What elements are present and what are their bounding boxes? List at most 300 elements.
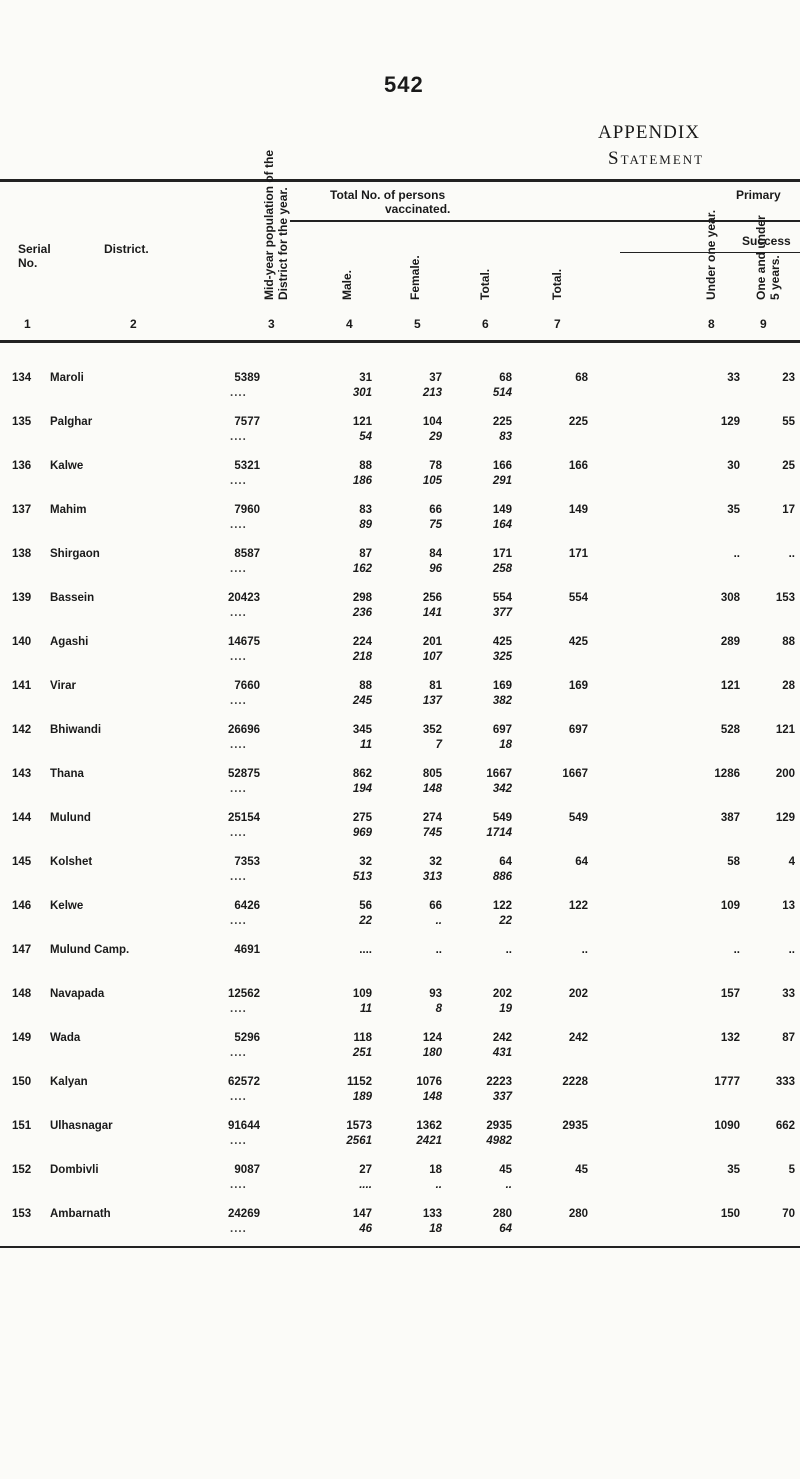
cell-pop: 4691 [234,944,260,956]
cell-district: Bhiwandi [50,724,102,736]
cell-ptotal: 64 [575,856,588,868]
cell-ptotal: 149 [568,504,588,516]
cell-district: Bassein [50,592,95,604]
cell-male: 27 [359,1164,372,1176]
header-male: Male. [340,269,354,300]
header-midyear-2: District for the year. [276,187,290,300]
table-row [0,1032,800,1076]
cell-female: 84 [429,548,442,560]
cell-one5: 55 [782,416,795,428]
cell-district: Kalwe [50,460,84,472]
cell-one5: .. [788,548,795,560]
cell-male2: 218 [352,651,372,663]
cell-serial: 146 [12,900,32,912]
cell-serial: 151 [12,1120,32,1132]
cell-serial: 140 [12,636,32,648]
cell-male2: 245 [352,695,372,707]
cell-ptotal: 280 [568,1208,588,1220]
cell-pop: 7660 [234,680,260,692]
cell-total2: 64 [499,1223,512,1235]
cell-serial: 135 [12,416,32,428]
cell-ptotal: 549 [568,812,588,824]
cell-female: 104 [422,416,442,428]
cell-pop2: .... [230,827,247,839]
cell-female2: 148 [422,1091,442,1103]
cell-male2: 54 [359,431,372,443]
cell-pop2: .... [230,1179,247,1191]
cell-total: 149 [492,504,512,516]
header-primary-total: Total. [550,268,564,300]
cell-district: Kelwe [50,900,84,912]
cell-female: 66 [429,900,442,912]
cell-district: Shirgaon [50,548,100,560]
cell-serial: 136 [12,460,32,472]
cell-district: Thana [50,768,84,780]
col-num-8: 8 [708,317,715,331]
col-num-2: 2 [130,317,137,331]
cell-pop: 9087 [234,1164,260,1176]
header-total-vaccinated-2: vaccinated. [385,202,451,216]
cell-total: .. [505,944,512,956]
cell-female: 124 [422,1032,442,1044]
cell-total: 169 [492,680,512,692]
cell-female: 352 [422,724,442,736]
col-num-4: 4 [346,317,353,331]
cell-pop2: .... [230,563,247,575]
cell-male2: 22 [359,915,372,927]
cell-district: Virar [50,680,77,692]
header-female: Female. [408,255,422,300]
table-row [0,372,800,416]
cell-one5: 25 [782,460,795,472]
cell-pop2: .... [230,1223,247,1235]
table-row [0,724,800,768]
cell-district: Agashi [50,636,89,648]
cell-female: 256 [422,592,442,604]
cell-pop2: .... [230,475,247,487]
cell-district: Maroli [50,372,84,384]
header-one-under-five: One and under [754,215,768,300]
cell-female2: 75 [429,519,442,531]
cell-one5: 4 [788,856,795,868]
cell-one5: 13 [782,900,795,912]
cell-total: 225 [492,416,512,428]
cell-one5: 28 [782,680,795,692]
cell-ptotal: 554 [568,592,588,604]
cell-total: 202 [492,988,512,1000]
cell-total: 166 [492,460,512,472]
cell-serial: 139 [12,592,32,604]
cell-female2: 141 [422,607,442,619]
cell-total2: 377 [492,607,512,619]
cell-female: 81 [429,680,442,692]
cell-serial: 149 [12,1032,32,1044]
cell-serial: 145 [12,856,32,868]
cell-male: 1152 [347,1076,372,1088]
table-row [0,856,800,900]
cell-pop2: .... [230,519,247,531]
cell-female: 274 [422,812,442,824]
cell-male2: 301 [352,387,372,399]
cell-female2: 148 [422,783,442,795]
cell-pop2: .... [230,739,247,751]
cell-one5: 662 [775,1120,795,1132]
cell-ptotal: 2228 [562,1076,588,1088]
cell-serial: 137 [12,504,32,516]
header-serial: Serial [18,242,51,256]
cell-male2: 46 [359,1223,372,1235]
cell-under1: 387 [720,812,740,824]
cell-male2: 969 [352,827,372,839]
table-row [0,636,800,680]
cell-male: 87 [359,548,372,560]
cell-under1: 157 [720,988,740,1000]
cell-male: 121 [352,416,372,428]
table-row [0,1164,800,1208]
cell-total: 45 [499,1164,512,1176]
cell-male: .... [359,944,372,956]
cell-district: Navapada [50,988,105,1000]
cell-under1: 1777 [714,1076,740,1088]
cell-ptotal: 1667 [562,768,588,780]
cell-male: 88 [359,680,372,692]
cell-female2: 180 [422,1047,442,1059]
cell-total: 242 [492,1032,512,1044]
cell-female: 805 [422,768,442,780]
cell-male2: 162 [352,563,372,575]
cell-under1: 129 [720,416,740,428]
cell-male2: 194 [352,783,372,795]
col-num-1: 1 [24,317,31,331]
cell-serial: 143 [12,768,32,780]
cell-female2: 2421 [416,1135,442,1147]
cell-pop: 7577 [234,416,260,428]
cell-total: 1667 [486,768,512,780]
cell-pop: 7960 [234,504,260,516]
cell-under1: 58 [727,856,740,868]
cell-serial: 152 [12,1164,32,1176]
cell-total2: 337 [492,1091,512,1103]
cell-pop2: .... [230,387,247,399]
cell-pop: 6426 [234,900,260,912]
cell-ptotal: 166 [568,460,588,472]
cell-pop: 8587 [234,548,260,560]
cell-female2: 107 [422,651,442,663]
cell-total2: 18 [499,739,512,751]
cell-male: 31 [359,372,372,384]
cell-serial: 150 [12,1076,32,1088]
cell-one5: .. [788,944,795,956]
cell-female2: 18 [429,1223,442,1235]
cell-total: 171 [492,548,512,560]
cell-female: 1076 [416,1076,442,1088]
cell-serial: 134 [12,372,32,384]
header-under-one: Under one year. [704,209,718,300]
cell-male: 224 [352,636,372,648]
table-row [0,768,800,812]
cell-district: Mahim [50,504,87,516]
cell-male: 298 [352,592,372,604]
cell-district: Wada [50,1032,81,1044]
cell-pop: 20423 [228,592,260,604]
cell-ptotal: 697 [568,724,588,736]
cell-female2: 313 [422,871,442,883]
header-total: Total. [478,268,492,300]
cell-pop2: .... [230,1091,247,1103]
cell-district: Palghar [50,416,93,428]
cell-male: 88 [359,460,372,472]
cell-total: 554 [492,592,512,604]
cell-pop2: .... [230,607,247,619]
cell-pop: 25154 [228,812,260,824]
cell-total2: 514 [492,387,512,399]
appendix-title: APPENDIX [598,122,700,143]
cell-male: 862 [352,768,372,780]
cell-under1: 1090 [714,1120,740,1132]
cell-female2: 96 [429,563,442,575]
cell-pop2: .... [230,651,247,663]
cell-under1: 35 [727,504,740,516]
cell-district: Dombivli [50,1164,99,1176]
cell-under1: 30 [727,460,740,472]
cell-ptotal: 225 [568,416,588,428]
table-row [0,504,800,548]
cell-pop: 12562 [228,988,260,1000]
cell-ptotal: 2935 [562,1120,588,1132]
table-row [0,416,800,460]
cell-ptotal: 202 [568,988,588,1000]
cell-under1: 1286 [714,768,740,780]
header-one-under-five-2: 5 years. [768,255,782,300]
cell-total2: 164 [492,519,512,531]
cell-female: 133 [422,1208,442,1220]
table-row [0,900,800,944]
cell-male2: 11 [360,1003,372,1015]
col-num-7: 7 [554,317,561,331]
cell-pop2: .... [230,431,247,443]
cell-total2: 83 [499,431,512,443]
cell-serial: 142 [12,724,32,736]
cell-total2: 382 [492,695,512,707]
cell-male2: 251 [352,1047,372,1059]
cell-district: Mulund Camp. [50,944,130,956]
cell-female2: .. [435,915,442,927]
cell-total: 697 [492,724,512,736]
cell-total2: 291 [492,475,512,487]
col-num-9: 9 [760,317,767,331]
cell-total2: .. [505,1179,512,1191]
cell-serial: 141 [12,680,32,692]
col-num-6: 6 [482,317,489,331]
cell-male: 83 [359,504,372,516]
header-total-vaccinated: Total No. of persons [330,188,446,202]
cell-female2: 7 [435,739,442,751]
cell-male2: 89 [359,519,372,531]
cell-ptotal: 242 [568,1032,588,1044]
cell-pop: 5321 [234,460,260,472]
header-bottom-rule [0,340,800,343]
cell-total2: 431 [492,1047,512,1059]
cell-female: 37 [429,372,442,384]
cell-under1: .. [733,548,740,560]
cell-total: 425 [492,636,512,648]
cell-female2: 213 [422,387,442,399]
cell-under1: 109 [720,900,740,912]
cell-one5: 33 [782,988,795,1000]
cell-serial: 147 [12,944,32,956]
cell-total: 2223 [486,1076,512,1088]
cell-pop2: .... [230,1047,247,1059]
cell-one5: 70 [782,1208,795,1220]
cell-pop: 14675 [228,636,260,648]
cell-pop2: .... [230,871,247,883]
table-bottom-rule [0,1246,800,1248]
cell-pop: 26696 [228,724,260,736]
table-row [0,460,800,504]
cell-pop: 5296 [234,1032,260,1044]
cell-one5: 129 [775,812,795,824]
cell-pop: 24269 [228,1208,260,1220]
cell-under1: 289 [720,636,740,648]
cell-under1: 150 [720,1208,740,1220]
cell-district: Mulund [50,812,91,824]
cell-pop2: .... [230,1135,247,1147]
col-num-5: 5 [414,317,421,331]
cell-female2: 745 [422,827,442,839]
cell-male: 275 [352,812,372,824]
cell-ptotal: .. [581,944,588,956]
cell-female: 66 [429,504,442,516]
header-success: Success [742,234,791,248]
cell-one5: 88 [782,636,795,648]
cell-female: 1362 [416,1120,442,1132]
cell-under1: 35 [727,1164,740,1176]
table-row [0,944,800,988]
cell-under1: 308 [720,592,740,604]
cell-pop: 91644 [228,1120,260,1132]
cell-male: 32 [359,856,372,868]
cell-female2: .. [435,1179,442,1191]
cell-total2: 325 [492,651,512,663]
cell-female: 78 [429,460,442,472]
cell-male2: 11 [360,739,372,751]
table-row [0,988,800,1032]
cell-male: 147 [352,1208,372,1220]
cell-pop: 5389 [234,372,260,384]
cell-total: 549 [492,812,512,824]
cell-total2: 258 [492,563,512,575]
cell-total2: 22 [499,915,512,927]
cell-under1: 121 [720,680,740,692]
cell-total: 68 [499,372,512,384]
cell-total2: 19 [499,1003,512,1015]
table-row [0,680,800,724]
cell-ptotal: 425 [568,636,588,648]
col-num-3: 3 [268,317,275,331]
cell-male: 345 [352,724,372,736]
table-row [0,812,800,856]
cell-under1: .. [733,944,740,956]
page-number: 542 [384,72,424,97]
cell-under1: 132 [720,1032,740,1044]
cell-female: 93 [429,988,442,1000]
cell-male2: 186 [352,475,372,487]
cell-total2: 1714 [486,827,512,839]
cell-male2: .... [359,1179,372,1191]
cell-one5: 23 [782,372,795,384]
cell-male: 1573 [346,1120,372,1132]
cell-one5: 17 [782,504,795,516]
cell-serial: 144 [12,812,32,824]
header-midyear: Mid-year population of the [262,150,276,300]
cell-pop2: .... [230,915,247,927]
statement-title: Statement [608,148,705,169]
cell-female: .. [435,944,442,956]
cell-one5: 121 [775,724,795,736]
cell-pop2: .... [230,783,247,795]
cell-male: 56 [359,900,372,912]
cell-total: 64 [499,856,512,868]
cell-total2: 886 [492,871,512,883]
cell-male2: 513 [352,871,372,883]
cell-total2: 4982 [486,1135,512,1147]
cell-one5: 153 [775,592,795,604]
cell-ptotal: 68 [575,372,588,384]
table-row [0,1120,800,1164]
table-row [0,548,800,592]
cell-pop: 7353 [234,856,260,868]
cell-female: 18 [429,1164,442,1176]
cell-district: Kolshet [50,856,93,868]
cell-female2: 29 [429,431,442,443]
cell-ptotal: 171 [568,548,588,560]
cell-pop: 62572 [228,1076,260,1088]
cell-female: 201 [422,636,442,648]
cell-male2: 2561 [346,1135,372,1147]
cell-district: Kalyan [50,1076,88,1088]
cell-district: Ambarnath [50,1208,111,1220]
cell-ptotal: 122 [568,900,588,912]
cell-pop: 52875 [228,768,260,780]
cell-total: 280 [492,1208,512,1220]
cell-male2: 236 [352,607,372,619]
cell-male2: 189 [352,1091,372,1103]
cell-total2: 342 [492,783,512,795]
cell-ptotal: 45 [575,1164,588,1176]
cell-one5: 333 [775,1076,795,1088]
cell-under1: 33 [727,372,740,384]
cell-female2: 137 [422,695,442,707]
cell-serial: 153 [12,1208,32,1220]
table-row [0,592,800,636]
cell-under1: 528 [720,724,740,736]
cell-ptotal: 169 [568,680,588,692]
top-rule [0,179,800,182]
cell-female: 32 [429,856,442,868]
cell-one5: 200 [775,768,795,780]
header-primary: Primary [736,188,781,202]
cell-serial: 138 [12,548,32,560]
cell-total: 2935 [486,1120,512,1132]
header-serial-no: No. [18,256,38,270]
cell-pop2: .... [230,1003,247,1015]
cell-serial: 148 [12,988,32,1000]
table-row [0,1076,800,1120]
cell-female2: 105 [422,475,442,487]
header-district: District. [104,242,149,256]
cell-district: Ulhasnagar [50,1120,113,1132]
cell-male: 109 [352,988,372,1000]
